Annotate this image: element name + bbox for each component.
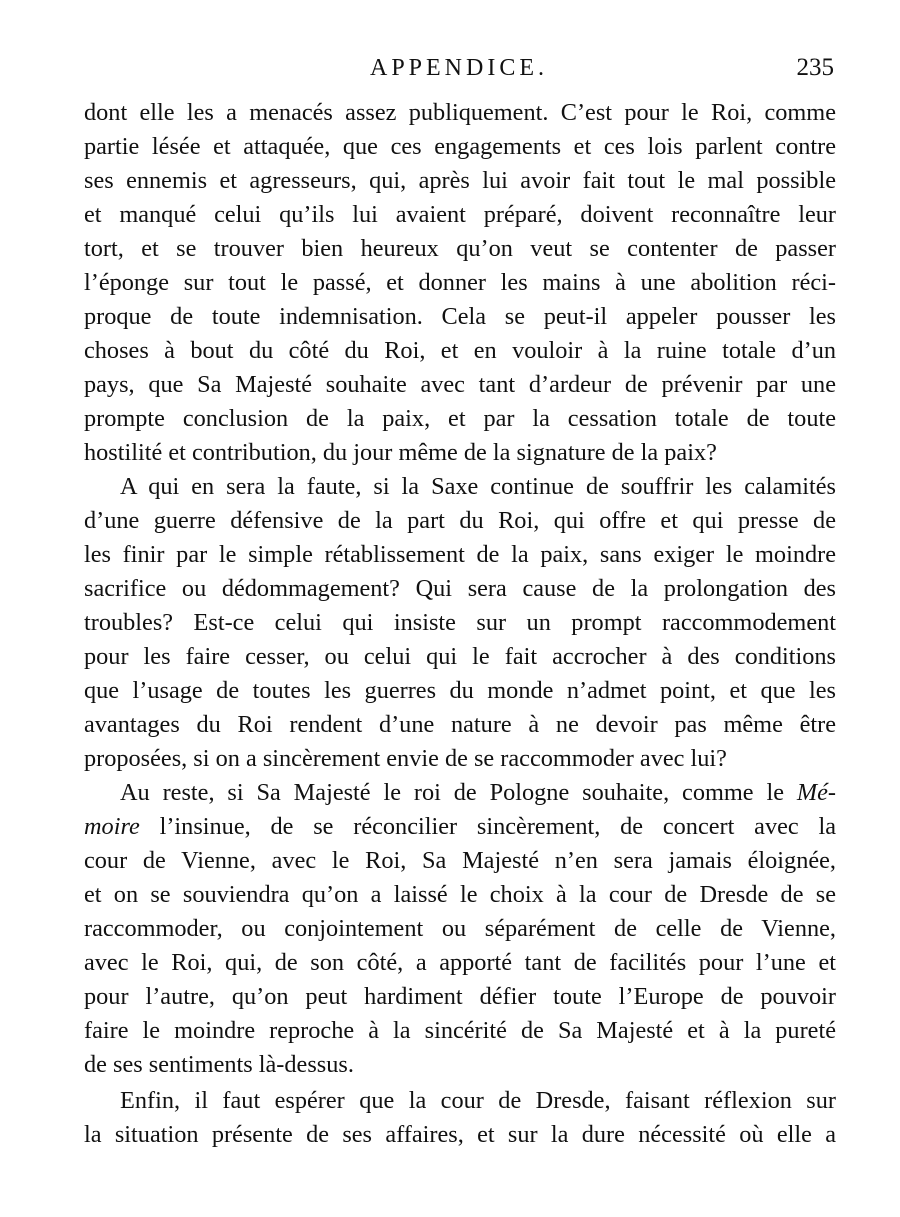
text-line: et manqué celui qu’ils lui avaient préparé, doivent reconnaître leur [84, 201, 836, 228]
text-line: sacrifice ou dédommagement? Qui sera cause de la prolongation des [84, 575, 836, 602]
paragraph-2 [84, 470, 836, 776]
paragraph-4 [84, 1084, 836, 1152]
text-line: et on se souviendra qu’on a laissé le choix à la cour de Dresde de se [84, 881, 836, 908]
text-line: ses ennemis et agresseurs, qui, après lui avoir fait tout le mal possible [84, 167, 836, 194]
text-line: Enfin, il faut espérer que la cour de Dresde, faisant réflexion sur [120, 1087, 836, 1114]
text-line [84, 810, 836, 844]
text-line: prompte conclusion de la paix, et par la cessation totale de toute [84, 405, 836, 432]
text-line: d’une guerre défensive de la part du Roi, qui offre et qui presse de [84, 507, 836, 534]
text-line: troubles? Est-ce celui qui insiste sur un prompt raccommodement [84, 609, 836, 636]
running-title: APPENDICE. [369, 55, 548, 81]
text-line: pour les faire cesser, ou celui qui le fait accrocher à des conditions [84, 643, 836, 670]
text-line: A qui en sera la faute, si la Saxe continue de souffrir les calamités [120, 473, 836, 500]
body-text [84, 96, 836, 1152]
text-line: l’éponge sur tout le passé, et donner les mains à une abolition réci- [84, 269, 836, 296]
text-line: partie lésée et attaquée, que ces engagements et ces lois parlent contre [84, 133, 836, 160]
text-line: avantages du Roi rendent d’une nature à ne devoir pas même être [84, 711, 836, 738]
text-line: proposées, si on a sincèrement envie de se raccommoder avec lui? [84, 745, 727, 772]
italic-text: Mé- [796, 779, 836, 806]
text-line: de ses sentiments là-dessus. [84, 1051, 354, 1078]
text-line: dont elle les a menacés assez publiquement. C’est pour le Roi, comme [84, 99, 836, 126]
text-line: la situation présente de ses affaires, et sur la dure nécessité où elle a [84, 1121, 836, 1148]
text-line: tort, et se trouver bien heureux qu’on veut se contenter de passer [84, 235, 836, 262]
text-line: cour de Vienne, avec le Roi, Sa Majesté n’en sera jamais éloignée, [84, 847, 836, 874]
page-number: 235 [796, 54, 834, 81]
running-head [84, 52, 834, 84]
text-line: avec le Roi, qui, de son côté, a apporté tant de facilités pour l’une et [84, 949, 836, 976]
text-line: hostilité et contribution, du jour même de la signature de la paix? [84, 439, 717, 466]
text-line: les finir par le simple rétablissement de la paix, sans exiger le moindre [84, 541, 836, 568]
paragraph-1 [84, 96, 836, 470]
paragraph-3 [84, 776, 836, 1082]
text-line [84, 776, 836, 810]
text-line: que l’usage de toutes les guerres du monde n’admet point, et que les [84, 677, 836, 704]
text-line: choses à bout du côté du Roi, et en vouloir à la ruine totale d’un [84, 337, 836, 364]
text-line: proque de toute indemnisation. Cela se peut-il appeler pousser les [84, 303, 836, 330]
text-run: Au reste, si Sa Majesté le roi de Pologne souhaite, comme le [120, 779, 797, 806]
text-run: l’insinue, de se réconcilier sincèrement, de concert avec la [139, 813, 836, 840]
text-line: raccommoder, ou conjointement ou séparément de celle de Vienne, [84, 915, 836, 942]
text-line: faire le moindre reproche à la sincérité de Sa Majesté et à la pureté [84, 1017, 836, 1044]
text-line: pour l’autre, qu’on peut hardiment défier toute l’Europe de pouvoir [84, 983, 836, 1010]
text-line: pays, que Sa Majesté souhaite avec tant d’ardeur de prévenir par une [84, 371, 836, 398]
italic-text: moire [84, 813, 140, 840]
